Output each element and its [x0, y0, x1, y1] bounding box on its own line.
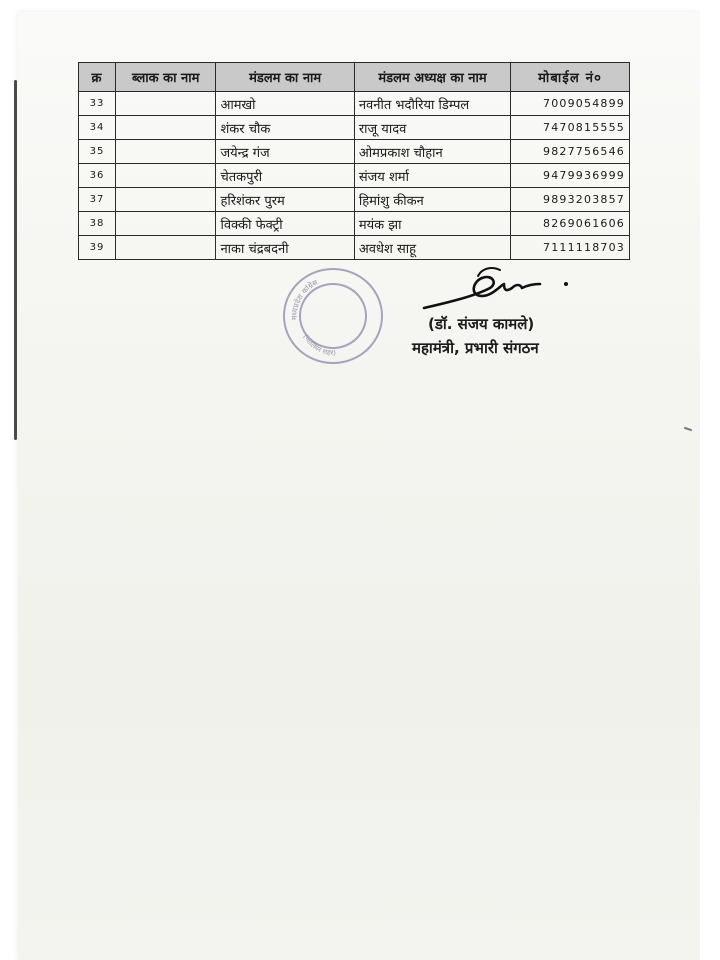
row-president: हिमांशु कीकन	[354, 188, 510, 212]
row-president: मयंक झा	[354, 212, 510, 236]
svg-text:मध्यप्रदेश कांग्रेस	[290, 277, 320, 320]
header-president-name: मंडलम अध्यक्ष का नाम	[354, 63, 510, 92]
row-serial: 39	[79, 236, 116, 260]
svg-text:(ग्वालियर शहर)	[301, 333, 336, 357]
row-mandal: शंकर चौक	[216, 116, 354, 140]
header-serial: क्र	[79, 63, 116, 92]
row-mobile: 9827756546	[511, 140, 630, 164]
row-serial: 38	[79, 212, 116, 236]
row-president: संजय शर्मा	[354, 164, 510, 188]
row-block	[115, 212, 216, 236]
table-row	[79, 236, 630, 260]
row-mobile: 9479936999	[511, 164, 630, 188]
table-row	[79, 116, 630, 140]
table-row	[79, 92, 630, 116]
seal-text-top: मध्यप्रदेश कांग्रेस	[289, 277, 320, 321]
row-block	[115, 92, 216, 116]
row-mobile: 8269061606	[511, 212, 630, 236]
table-header-row	[79, 63, 630, 92]
row-serial: 34	[79, 116, 116, 140]
row-president: नवनीत भदौरिया डिम्पल	[354, 92, 510, 116]
row-mobile: 9893203857	[511, 188, 630, 212]
table-row	[79, 188, 630, 212]
table-row	[79, 164, 630, 188]
row-serial: 33	[79, 92, 116, 116]
header-block-name: ब्लाक का नाम	[115, 63, 216, 92]
header-mobile: मोबाईल नं०	[511, 63, 630, 92]
row-serial: 37	[79, 188, 116, 212]
signatory-title: महामंत्री, प्रभारी संगठन	[412, 339, 539, 357]
seal-text-bottom: (ग्वालियर शहर)	[301, 333, 337, 358]
row-mandal: हरिशंकर पुरम	[216, 188, 354, 212]
row-mobile: 7111118703	[511, 236, 630, 260]
row-mobile: 7009054899	[511, 92, 630, 116]
row-mandal: नाका चंद्रबदनी	[216, 236, 354, 260]
row-mandal: चेतकपुरी	[216, 164, 354, 188]
row-serial: 36	[79, 164, 116, 188]
page-margin	[700, 0, 720, 960]
seal-lettering	[285, 270, 381, 362]
handwritten-signature	[420, 262, 570, 317]
table-row	[79, 140, 630, 164]
mandal-president-table	[78, 62, 630, 260]
row-serial: 35	[79, 140, 116, 164]
table-row	[79, 212, 630, 236]
row-block	[115, 116, 216, 140]
row-block	[115, 140, 216, 164]
row-president: ओमप्रकाश चौहान	[354, 140, 510, 164]
row-block	[115, 236, 216, 260]
row-block	[115, 164, 216, 188]
row-president: अवधेश साहू	[354, 236, 510, 260]
row-president: राजू यादव	[354, 116, 510, 140]
signatory-name: (डॉ. संजय कामले)	[428, 315, 535, 333]
row-mobile: 7470815555	[511, 116, 630, 140]
row-mandal: जयेन्द्र गंज	[216, 140, 354, 164]
header-mandal-name: मंडलम का नाम	[216, 63, 354, 92]
page-edge-shadow	[14, 80, 17, 440]
row-mandal: विक्की फेक्ट्री	[216, 212, 354, 236]
organization-seal-stamp	[283, 268, 383, 364]
row-block	[115, 188, 216, 212]
row-mandal: आमखो	[216, 92, 354, 116]
